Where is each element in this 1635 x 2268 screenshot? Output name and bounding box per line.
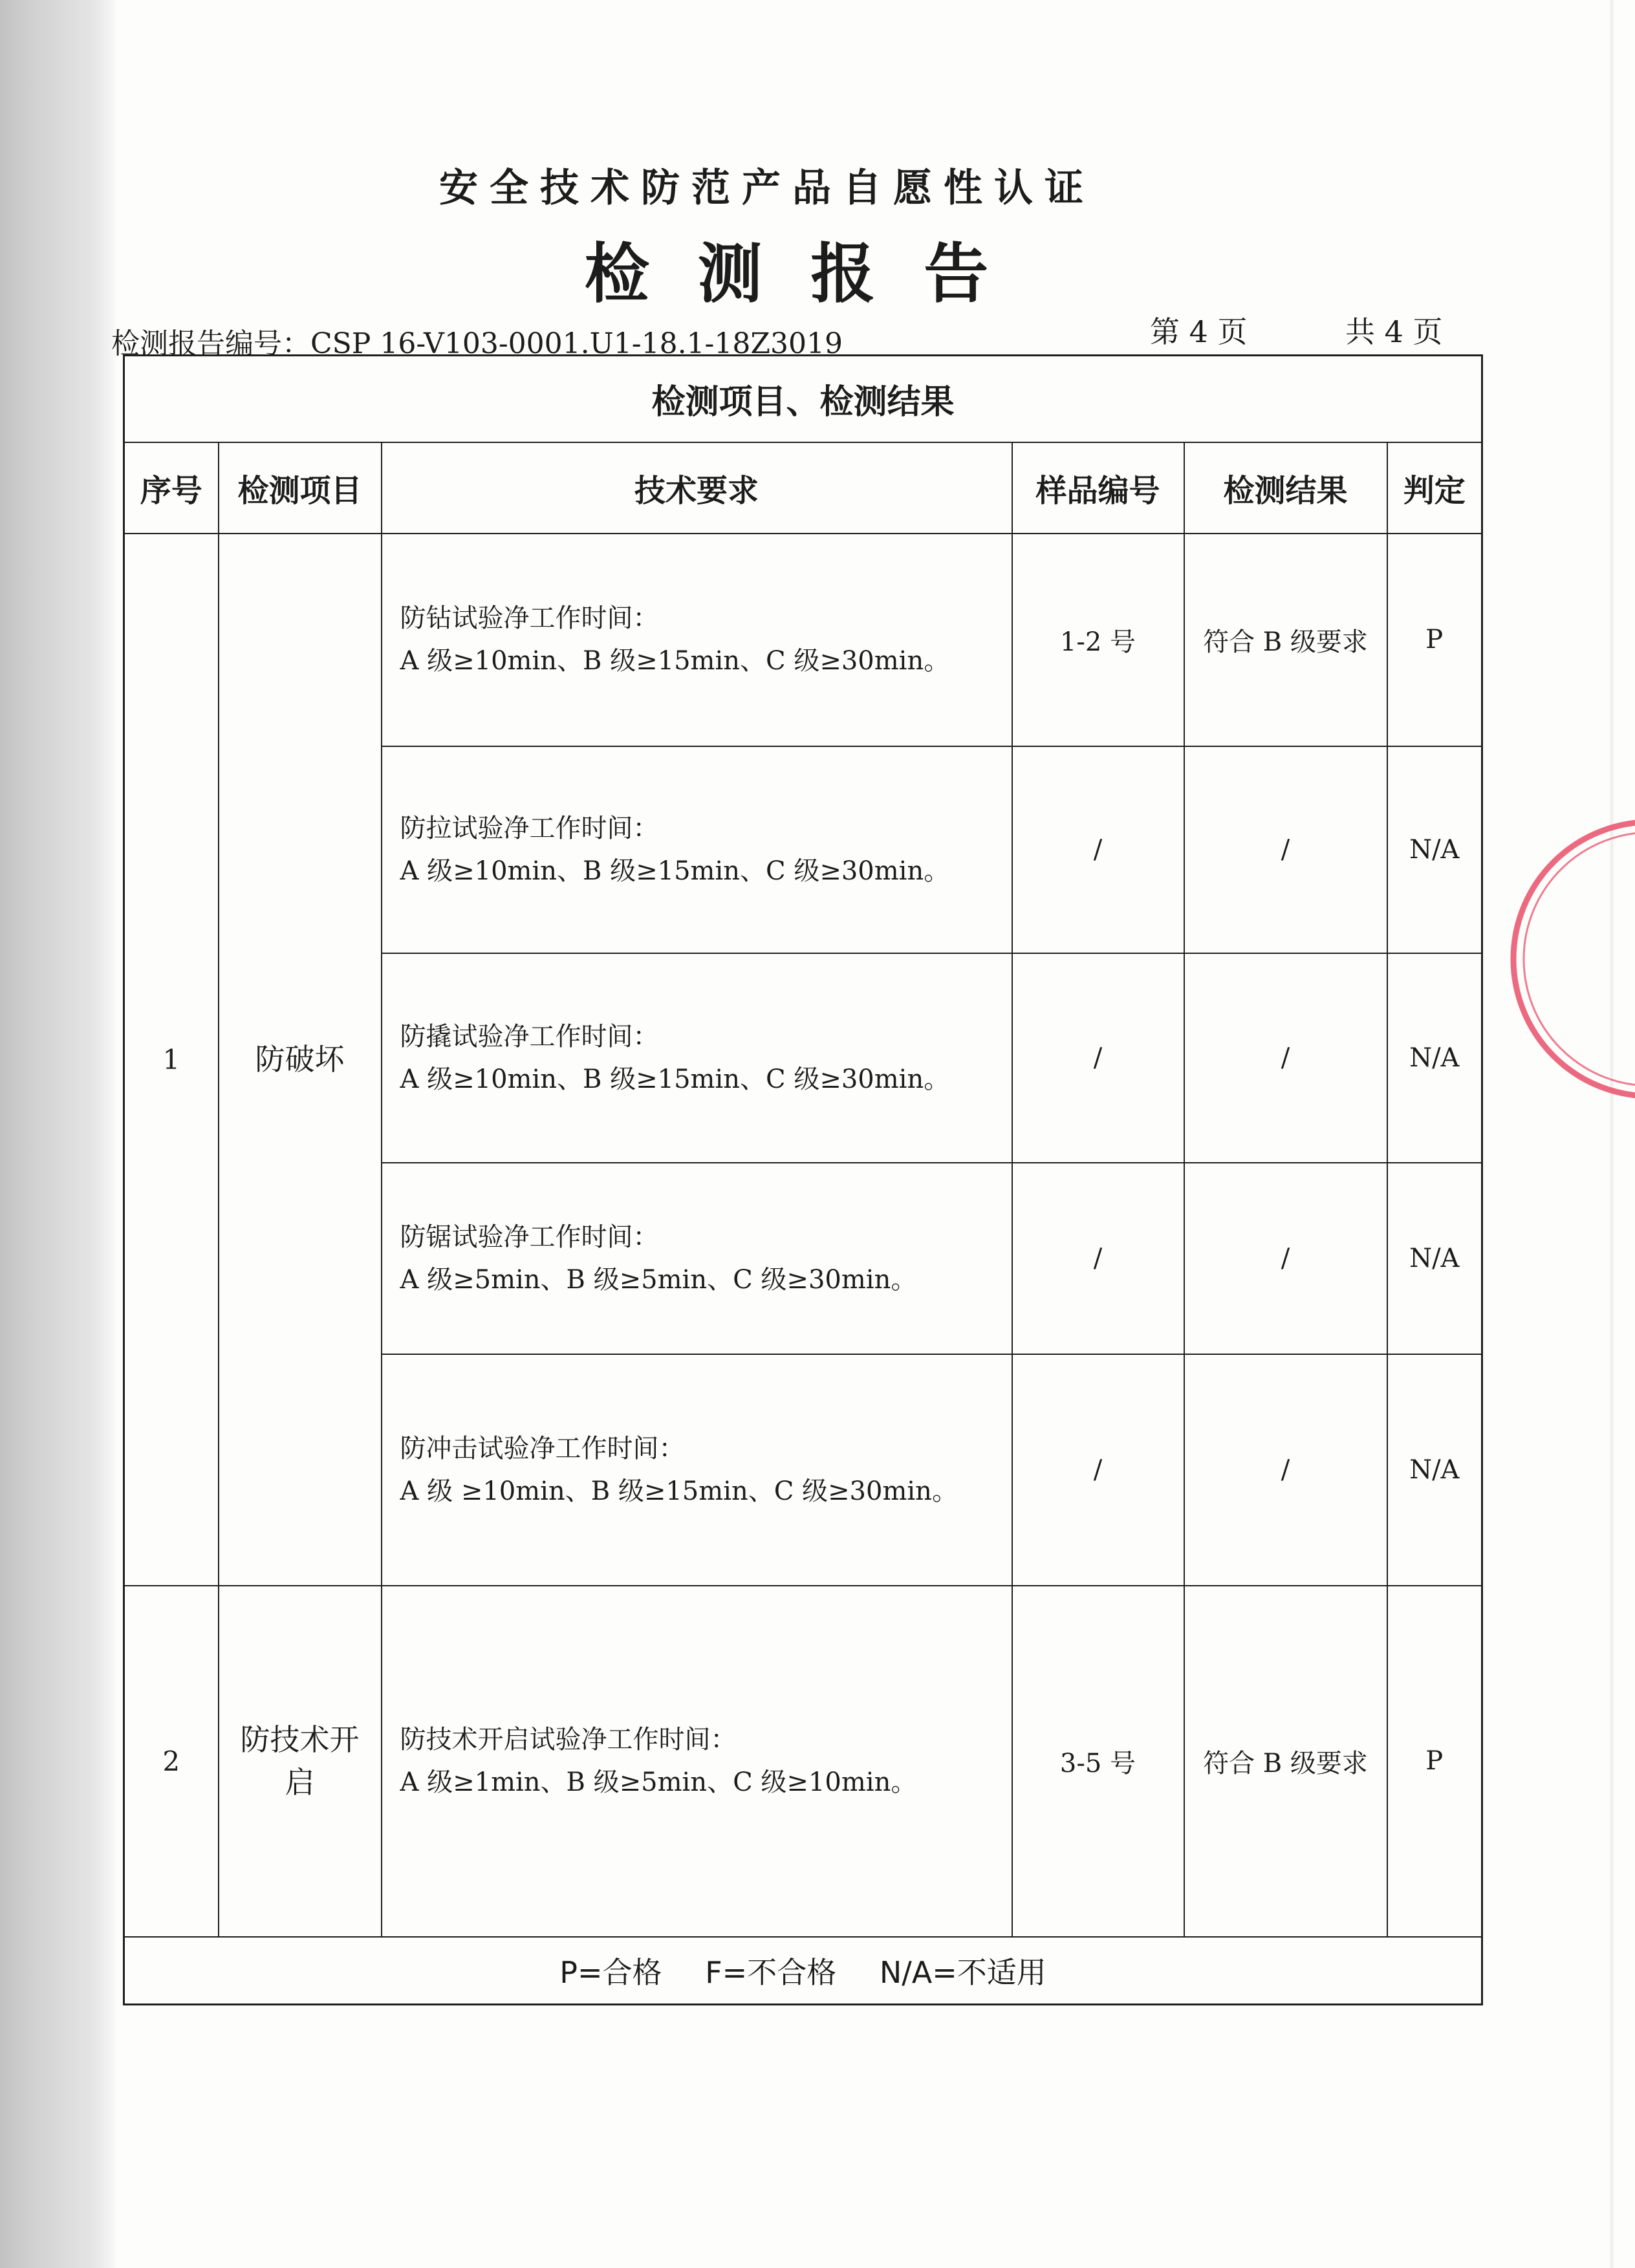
legend-pass: P=合格 xyxy=(559,1954,662,1990)
page-current: 第 4 页 xyxy=(1150,314,1248,349)
requirement-name: 防冲击试验净工作时间： xyxy=(400,1433,685,1463)
item-number: 1 xyxy=(124,534,219,1586)
requirement-name: 防拉试验净工作时间： xyxy=(400,813,659,843)
item-number: 2 xyxy=(124,1586,219,1937)
scan-shadow-left xyxy=(0,0,118,2268)
sample-number: 1-2 号 xyxy=(1012,534,1184,746)
verdict: N/A xyxy=(1387,1354,1482,1586)
technical-requirement xyxy=(382,1354,1012,1586)
requirement-spec: A 级≥10min、B 级≥15min、C 级≥30min。 xyxy=(400,1064,950,1094)
verdict: N/A xyxy=(1387,953,1482,1163)
test-item-cell xyxy=(219,1586,382,1937)
certification-title: 安全技术防范产品自愿性认证 xyxy=(439,166,1095,211)
report-number-label: 检测报告编号： xyxy=(111,327,310,360)
legend-not-applicable: N/A=不适用 xyxy=(879,1954,1046,1990)
requirement-spec: A 级≥1min、B 级≥5min、C 级≥10min。 xyxy=(400,1767,917,1797)
table-row xyxy=(124,534,1482,746)
requirement-spec: A 级≥10min、B 级≥15min、C 级≥30min。 xyxy=(400,646,950,676)
legend-fail: F=不合格 xyxy=(705,1954,837,1990)
column-header-result: 检测结果 xyxy=(1184,442,1387,534)
sample-number: / xyxy=(1012,953,1184,1163)
test-result: / xyxy=(1184,1163,1387,1354)
test-item-name: 防破坏 xyxy=(255,1042,345,1077)
legend xyxy=(124,1937,1482,2005)
report-title: 检 测 报 告 xyxy=(584,235,1002,312)
verdict: P xyxy=(1387,1586,1482,1937)
seal-outer-ring xyxy=(1513,822,1635,1096)
table-title-row xyxy=(124,356,1482,442)
technical-requirement xyxy=(382,746,1012,953)
test-result: / xyxy=(1184,746,1387,953)
technical-requirement xyxy=(382,534,1012,746)
column-header-no: 序号 xyxy=(124,442,219,534)
requirement-name: 防钻试验净工作时间： xyxy=(400,603,659,633)
test-item-cell xyxy=(219,534,382,1586)
results-table xyxy=(123,354,1483,2005)
technical-requirement xyxy=(382,953,1012,1163)
sample-number: 3-5 号 xyxy=(1012,1586,1184,1937)
requirement-spec: A 级≥10min、B 级≥15min、C 级≥30min。 xyxy=(400,856,950,886)
requirement-name: 防技术开启试验净工作时间： xyxy=(400,1725,737,1755)
test-result: / xyxy=(1184,1354,1387,1586)
table-title: 检测项目、检测结果 xyxy=(124,356,1482,442)
table-header-row xyxy=(124,442,1482,534)
test-item-name: 防技术开启 xyxy=(240,1722,360,1800)
requirement-spec: A 级 ≥10min、B 级≥15min、C 级≥30min。 xyxy=(400,1476,958,1506)
technical-requirement xyxy=(382,1163,1012,1354)
test-result: 符合 B 级要求 xyxy=(1184,1586,1387,1937)
sample-number: / xyxy=(1012,1354,1184,1586)
red-seal-stamp xyxy=(1500,816,1635,1101)
sample-number: / xyxy=(1012,746,1184,953)
column-header-item: 检测项目 xyxy=(219,442,382,534)
seal-inner-ring xyxy=(1524,832,1635,1086)
column-header-requirement: 技术要求 xyxy=(382,442,1012,534)
verdict: P xyxy=(1387,534,1482,746)
verdict: N/A xyxy=(1387,746,1482,953)
page-total: 共 4 页 xyxy=(1345,314,1443,349)
column-header-verdict: 判定 xyxy=(1387,442,1482,534)
requirement-name: 防锯试验净工作时间： xyxy=(400,1222,659,1252)
requirement-name: 防撬试验净工作时间： xyxy=(400,1021,659,1052)
column-header-sample: 样品编号 xyxy=(1012,442,1184,534)
technical-requirement xyxy=(382,1586,1012,1937)
scan-shadow-right xyxy=(1609,0,1614,2268)
report-number: CSP 16-V103-0001.U1-18.1-18Z3019 xyxy=(310,327,843,360)
table-row xyxy=(124,1586,1482,1937)
requirement-spec: A 级≥5min、B 级≥5min、C 级≥30min。 xyxy=(400,1264,917,1295)
test-result: / xyxy=(1184,953,1387,1163)
sample-number: / xyxy=(1012,1163,1184,1354)
verdict: N/A xyxy=(1387,1163,1482,1354)
legend-row xyxy=(124,1937,1482,2005)
test-result: 符合 B 级要求 xyxy=(1184,534,1387,746)
